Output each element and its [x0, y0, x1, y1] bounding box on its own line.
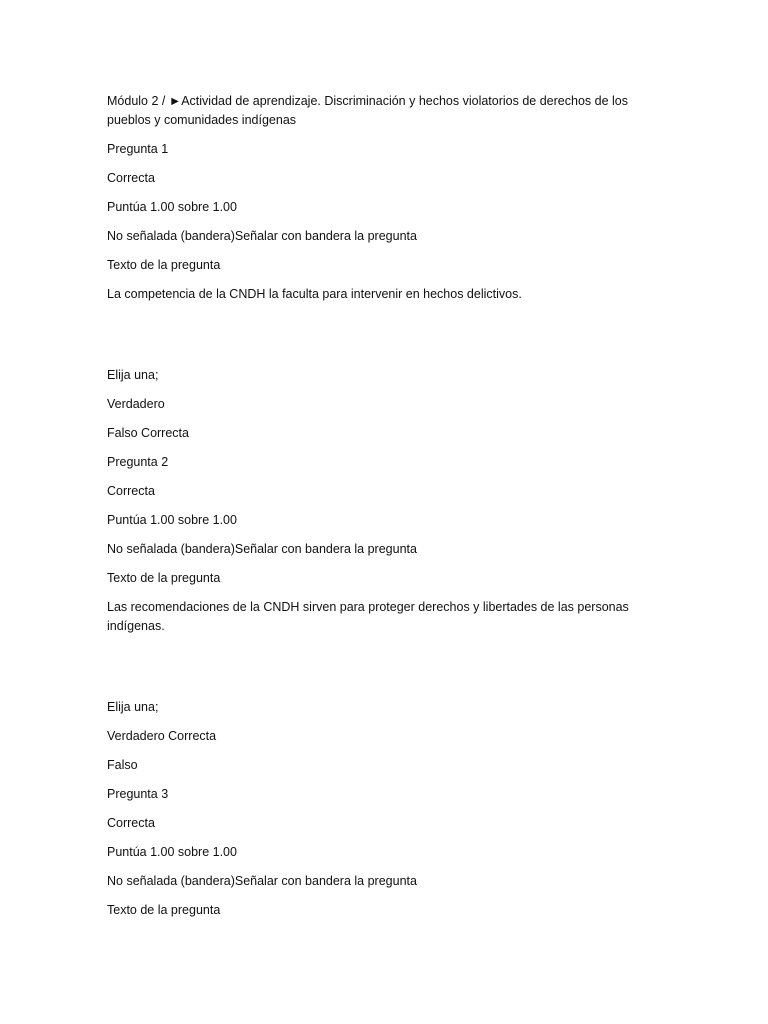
question-score: Puntúa 1.00 sobre 1.00 [107, 513, 237, 527]
breadcrumb: Módulo 2 / ►Actividad de aprendizaje. Discriminación y hechos violatorios de derechos de los pueblos y comunidades indígenas [107, 94, 628, 127]
question-text-label: Texto de la pregunta [107, 903, 221, 917]
question-text: Las recomendaciones de la CNDH sirven para proteger derechos y libertades de las personas indígenas. [107, 600, 629, 633]
answer-option-true[interactable]: Verdadero Correcta [107, 729, 217, 743]
question-score: Puntúa 1.00 sobre 1.00 [107, 200, 237, 214]
question-number: Pregunta 1 [107, 142, 169, 156]
question-score: Puntúa 1.00 sobre 1.00 [107, 845, 237, 859]
answer-option-false[interactable]: Falso Correcta [107, 426, 189, 440]
question-state: Correcta [107, 484, 155, 498]
answer-option-false[interactable]: Falso [107, 758, 138, 772]
question-number: Pregunta 2 [107, 455, 169, 469]
choose-one-label: Elija una; [107, 700, 159, 714]
choose-one-label: Elija una; [107, 368, 159, 382]
question-number: Pregunta 3 [107, 787, 169, 801]
question-state: Correcta [107, 171, 155, 185]
document-page [107, 92, 667, 920]
flag-question-link[interactable]: No señalada (bandera)Señalar con bandera la pregunta [107, 874, 417, 888]
question-text-label: Texto de la pregunta [107, 571, 221, 585]
question-text: La competencia de la CNDH la faculta para intervenir en hechos delictivos. [107, 287, 522, 301]
answer-option-true[interactable]: Verdadero [107, 397, 165, 411]
flag-question-link[interactable]: No señalada (bandera)Señalar con bandera la pregunta [107, 542, 417, 556]
question-state: Correcta [107, 816, 155, 830]
flag-question-link[interactable]: No señalada (bandera)Señalar con bandera la pregunta [107, 229, 417, 243]
question-text-label: Texto de la pregunta [107, 258, 221, 272]
